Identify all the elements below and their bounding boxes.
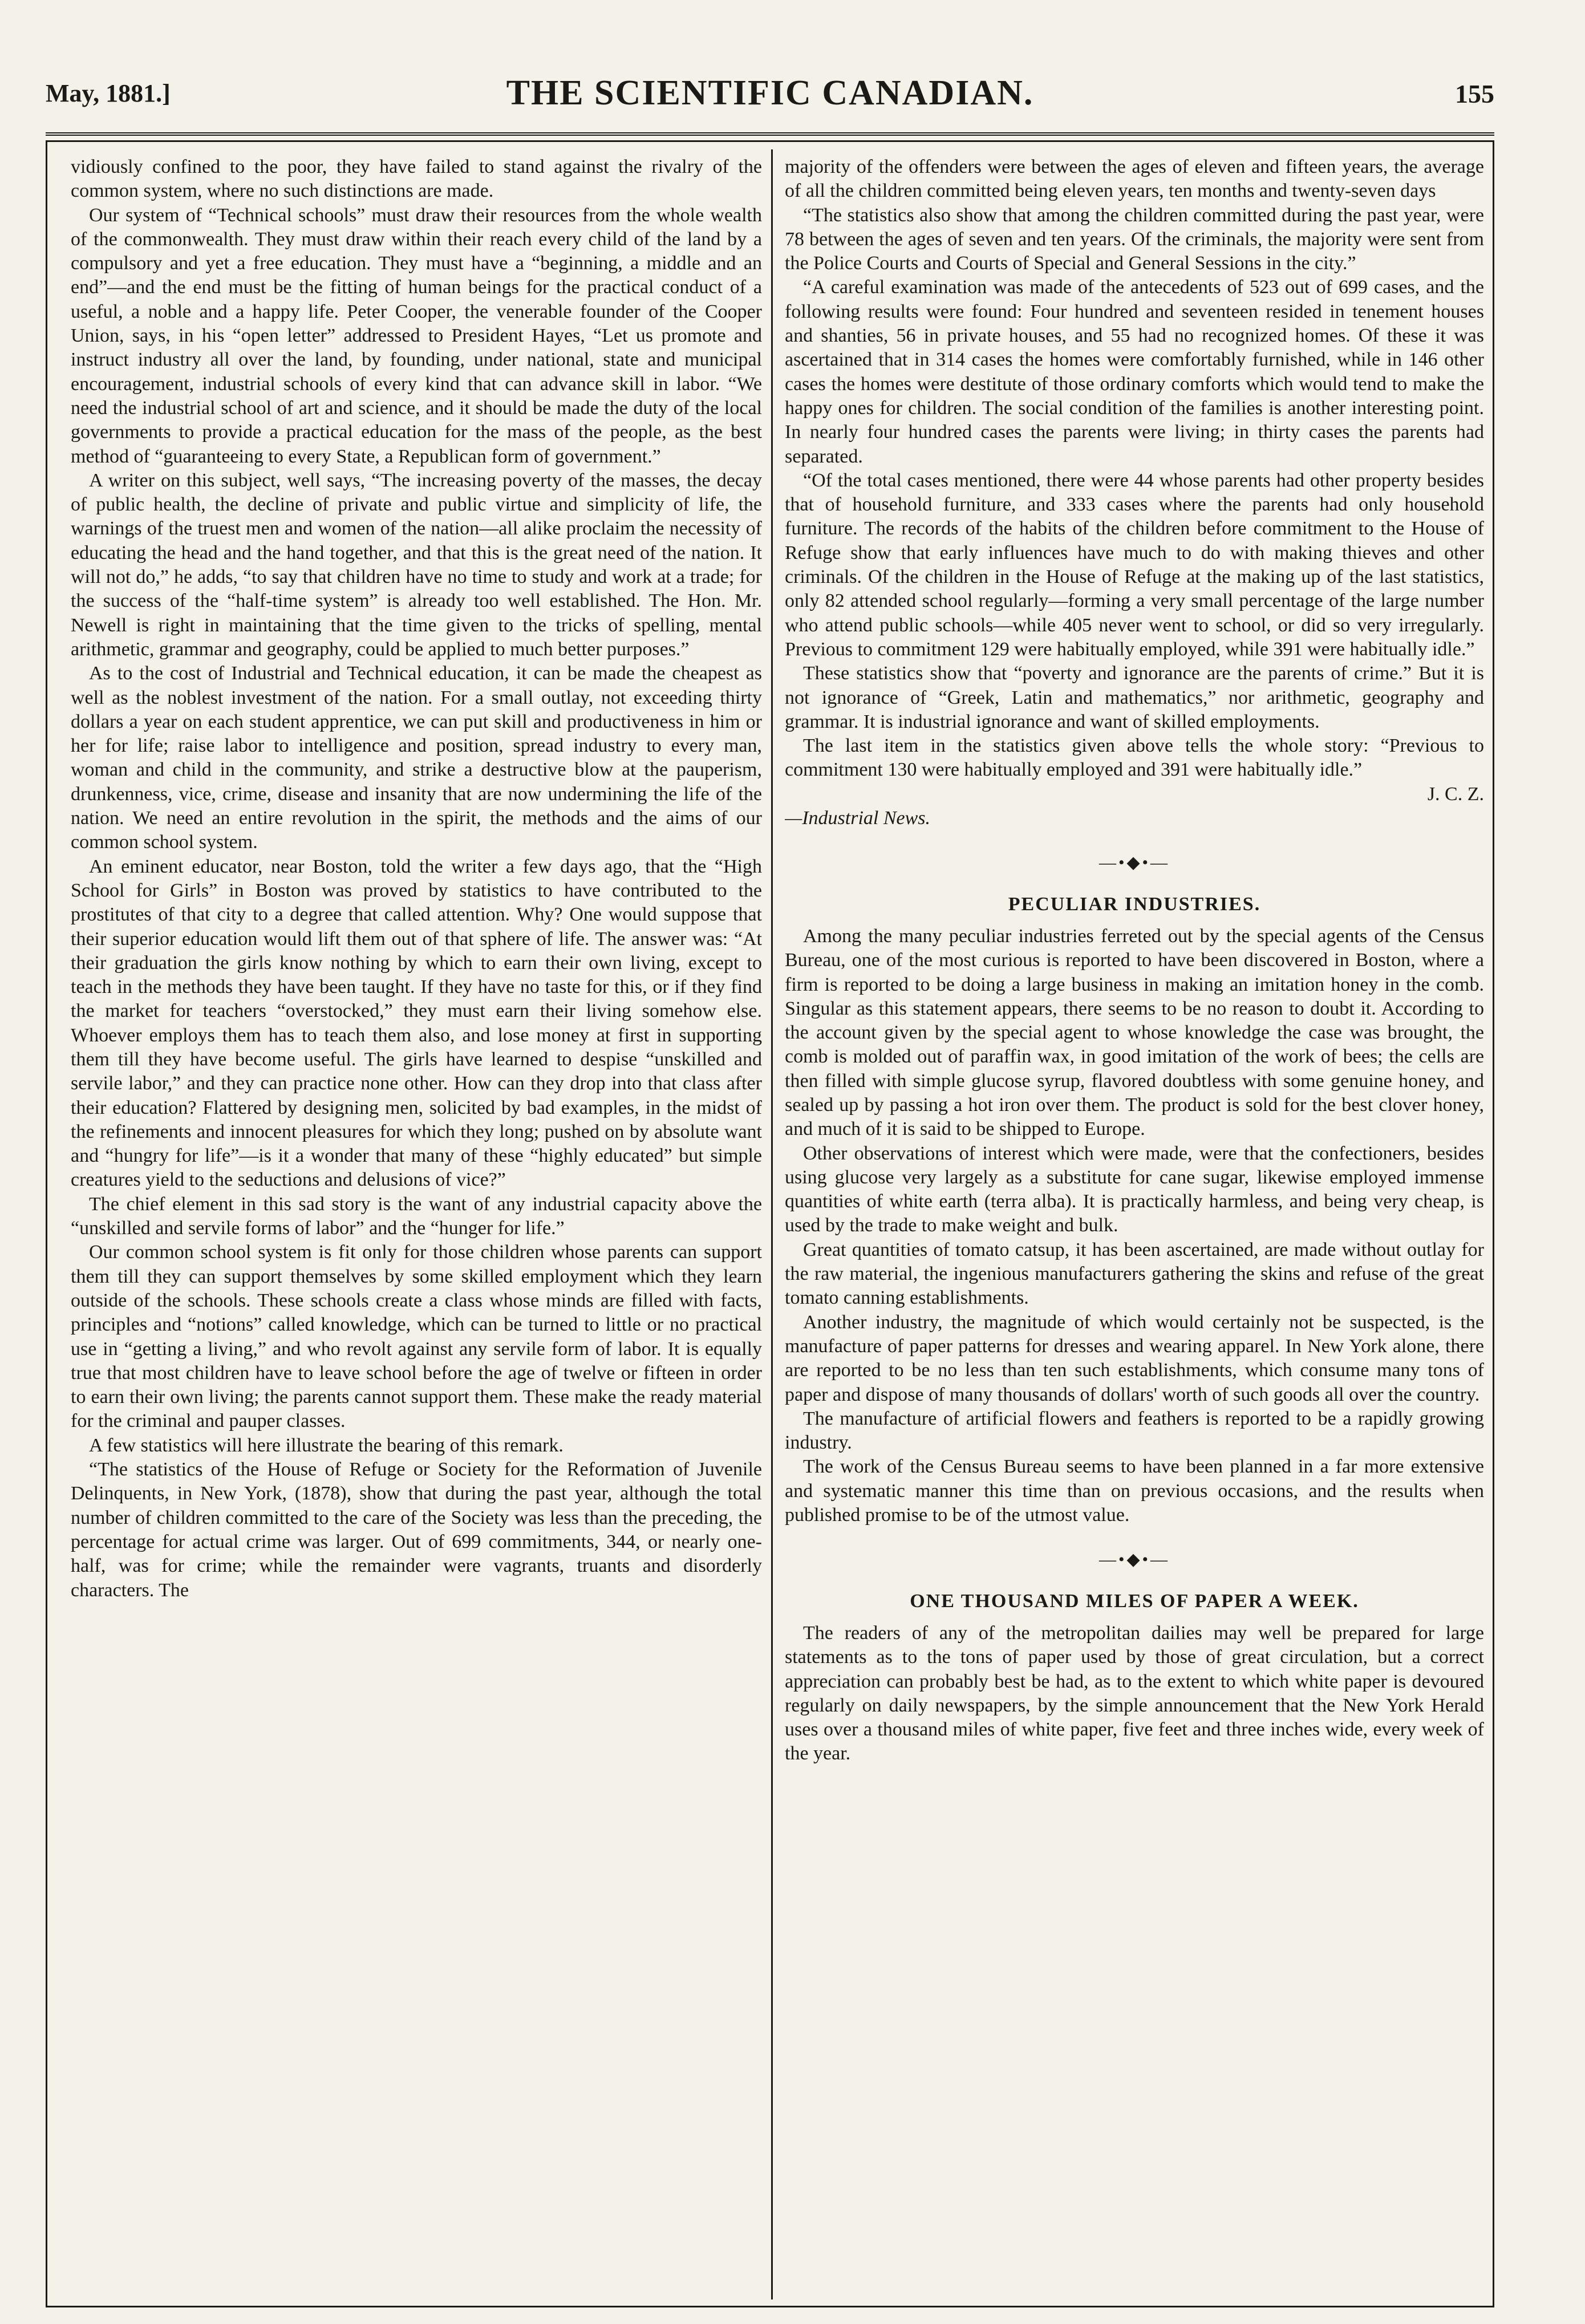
- paragraph: A writer on this subject, well says, “The increasing poverty of the masses, the decay of public health, the decline of private and public virtue and simplicity of life, the warnings of the truest men and women of the nation—all alike proclaim the necessity of educating the head and the hand together, and that this is the great need of the nation. It will not do,” he adds, “to say that children have no time to study and work at a trade; for the success of the “half-time system” is already too well established. The Hon. Mr. Newell is right in maintaining that the time given to the tricks of spelling, mental arithmetic, grammar and geography, could be applied to much better purposes.”: [71, 469, 762, 660]
- section-heading-peculiar-industries: PECULIAR INDUSTRIES.: [1008, 893, 1261, 915]
- paragraph: Our system of “Technical schools” must draw their resources from the whole wealth of the commonwealth. They must draw within their reach every child of the land by a compulsory and yet a free education. They must have a “beginning, a middle and an end”—and the end must be the fitting of human beings for the practical conduct of a useful, a noble and a happy life. Peter Cooper, the venerable founder of the Cooper Union, says, in his “open letter” addressed to President Hayes, “Let us promote and instruct industry all over the land, by founding, under national, state and municipal encouragement, industrial schools of every kind that can advance skill in labor. “We need the industrial school of art and science, and it should be made the duty of the local governments to provide a practical education for the mass of the people, as the best method of “guaranteeing to every State, a Republican form of government.”: [71, 204, 762, 467]
- paragraph: The chief element in this sad story is the want of any industrial capacity above the “unskilled and servile forms of labor” and the “hunger for life.”: [71, 1193, 762, 1239]
- paragraph: Our common school system is fit only for those children whose parents can support them till they can support themselves by some skilled employment which they learn outside of the schools. These schools create a class whose minds are filled with facts, principles and “notions” called knowledge, which can be turned to little or no practical use in “getting a living,” and who revolt against any servile form of labor. It is equally true that most children have to leave school before the age of twelve or fifteen in order to earn their own living; the parents cannot support them. These make the ready material for the criminal and pauper classes.: [71, 1242, 762, 1432]
- article-signature: J. C. Z.: [1427, 783, 1484, 805]
- paragraph: “A careful examination was made of the antecedents of 523 out of 699 cases, and the following results were found: Four hundred and seventeen resided in tenement houses and shanties, 56 in private houses, and 55 had no recognized homes. Of these it was ascertained that in 314 cases the homes were comfortably furnished, while in 146 other cases the homes were destitute of those ordinary comforts which would tend to make the happy ones for children. The social condition of the families is another interesting point. In nearly four hundred cases the parents were living; in thirty cases the parents had separated.: [785, 277, 1484, 467]
- masthead-title: THE SCIENTIFIC CANADIAN.: [506, 74, 1034, 112]
- paragraph: The last item in the statistics given above tells the whole story: “Previous to commitment 130 were habitually employed and 391 were habitually idle.”: [785, 735, 1484, 781]
- paragraph: An eminent educator, near Boston, told the writer a few days ago, that the “High School for Girls” in Boston was proved by statistics to have contributed to the prostitutes of that city to a degree that called attention. Why? One would suppose that their superior education would lift them out of that sphere of life. The answer was: “At their graduation the girls know nothing by which to earn their own living, except to teach in the methods they have been taught. If they have no taste for this, or if they find the market for teachers “overstocked,” they must earn their living somehow else. Whoever employs them has to teach them also, and lose money at first in supporting them till they have become useful. The girls have learned to despise “unskilled and servile labor,” and they can practice none other. How can they drop into that class after their education? Flattered by designing men, solicited by bad examples, in the midst of the refinements and innocent pleasures for which they long; pushed on by absolute want and “hungry for life”—is it a wonder that many of these “highly educated” but simple creatures yield to the seductions and delusions of vice?”: [71, 855, 762, 1191]
- paragraph: “The statistics also show that among the children committed during the past year, were 78 between the ages of seven and ten years. Of the criminals, the majority were sent from the Police Courts and Courts of Special and General Sessions in the city.”: [785, 204, 1484, 274]
- paragraph: vidiously confined to the poor, they have failed to stand against the rivalry of the common system, where no such distinctions are made.: [71, 156, 762, 202]
- paragraph: A few statistics will here illustrate the bearing of this remark.: [89, 1434, 564, 1456]
- section-ornament: —•◆•—: [1098, 1550, 1170, 1569]
- paragraph: Great quantities of tomato catsup, it has been ascertained, are made without outlay for the raw material, the ingenious manufacturers gathering the skins and refuse of the great tomato canning establishments.: [785, 1239, 1484, 1309]
- paragraph: The readers of any of the metropolitan dailies may well be prepared for large statements as to the tons of paper used by those of great circulation, but a correct appreciation can probably best be had, as to the extent to which white paper is devoured regularly on daily newspapers, by the simple announcement that the New York Herald uses over a thousand miles of white paper, five feet and three inches wide, every week of the year.: [785, 1622, 1484, 1765]
- paragraph: These statistics show that “poverty and ignorance are the parents of crime.” But it is not ignorance of “Greek, Latin and mathematics,” nor arithmetic, geography and grammar. It is industrial ignorance and want of skilled employments.: [785, 663, 1484, 732]
- header-rule: [46, 132, 1494, 136]
- paragraph: The work of the Census Bureau seems to have been planned in a far more extensive and systematic manner this time than on previous occasions, and the results when published promise to be of the utmost value.: [785, 1456, 1484, 1526]
- article-source: —Industrial News.: [785, 808, 931, 829]
- paragraph: “The statistics of the House of Refuge or Society for the Reformation of Juvenile Delinquents, in New York, (1878), show that during the past year, although the total number of children committed to the care of the Society was less than the preceding, the percentage for actual crime was larger. Out of 699 commitments, 344, or nearly one-half, was for crime; while the remainder were vagrants, truants and disorderly characters. The: [71, 1459, 762, 1601]
- section-heading-paper-miles: ONE THOUSAND MILES OF PAPER A WEEK.: [910, 1590, 1359, 1612]
- paragraph: Other observations of interest which were made, were that the confectioners, besides using glucose very largely as a substitute for cane sugar, likewise employed immense quantities of white earth (terra alba). It is practically harmless, and being very cheap, is used by the trade to make weight and bulk.: [785, 1142, 1484, 1236]
- paragraph: Among the many peculiar industries ferreted out by the special agents of the Census Bureau, one of the most curious is reported to have been discovered in Boston, where a firm is reported to be doing a large business in making an imitation honey in the comb. Singular as this statement appears, there seems to be no reason to doubt it. According to the account given by the special agent to whose knowledge the case was brought, the comb is molded out of paraffin wax, in good imitation of the work of bees; the cells are then filled with simple glucose syrup, flavored doubtless with some genuine honey, and sealed up by passing a hot iron over them. The product is sold for the best clover honey, and much of it is said to be shipped to Europe.: [785, 925, 1484, 1140]
- section-ornament: —•◆•—: [1098, 853, 1170, 873]
- column-divider: [771, 149, 773, 2299]
- left-column: [71, 155, 762, 2299]
- paragraph: Another industry, the magnitude of which would certainly not be suspected, is the manufacture of paper patterns for dresses and wearing apparel. In New York alone, there are reported to be no less than ten such establishments, which consume many tons of paper and dispose of many thousands of dollars' worth of such goods all over the country.: [785, 1311, 1484, 1405]
- page-header: [46, 73, 1494, 130]
- issue-date: May, 1881.]: [46, 79, 171, 107]
- paragraph: majority of the offenders were between the ages of eleven and fifteen years, the average of all the children committed being eleven years, ten months and twenty-seven days: [785, 156, 1484, 202]
- right-column: [785, 155, 1484, 2299]
- paragraph: The manufacture of artificial flowers and feathers is reported to be a rapidly growing industry.: [785, 1408, 1484, 1454]
- paragraph: As to the cost of Industrial and Technical education, it can be made the cheapest as well as the noblest investment of the nation. For a small outlay, not exceeding thirty dollars a year on each student apprentice, we can put skill and productiveness in him or her for life; raise labor to intelligence and position, spread industry to every man, woman and child in the community, and strike a destructive blow at the pauperism, drunkenness, vice, crime, disease and insanity that are now undermining the life of the nation. We need an entire revolution in the spirit, the methods and the aims of our common school system.: [71, 663, 762, 853]
- paragraph: “Of the total cases mentioned, there were 44 whose parents had other property besides that of household furniture, and 333 cases where the parents had only household furniture. The records of the habits of the children before commitment to the House of Refuge show that early influences have much to do with making thieves and other criminals. Of the children in the House of Refuge at the making up of the last statistics, only 82 attended school regularly—forming a very small percentage of the large number who attend public schools—while 405 never went to school, or did so very irregularly. Previous to commitment 129 were habitually employed, while 391 were habitually idle.”: [785, 469, 1484, 660]
- page-number: 155: [1455, 79, 1494, 108]
